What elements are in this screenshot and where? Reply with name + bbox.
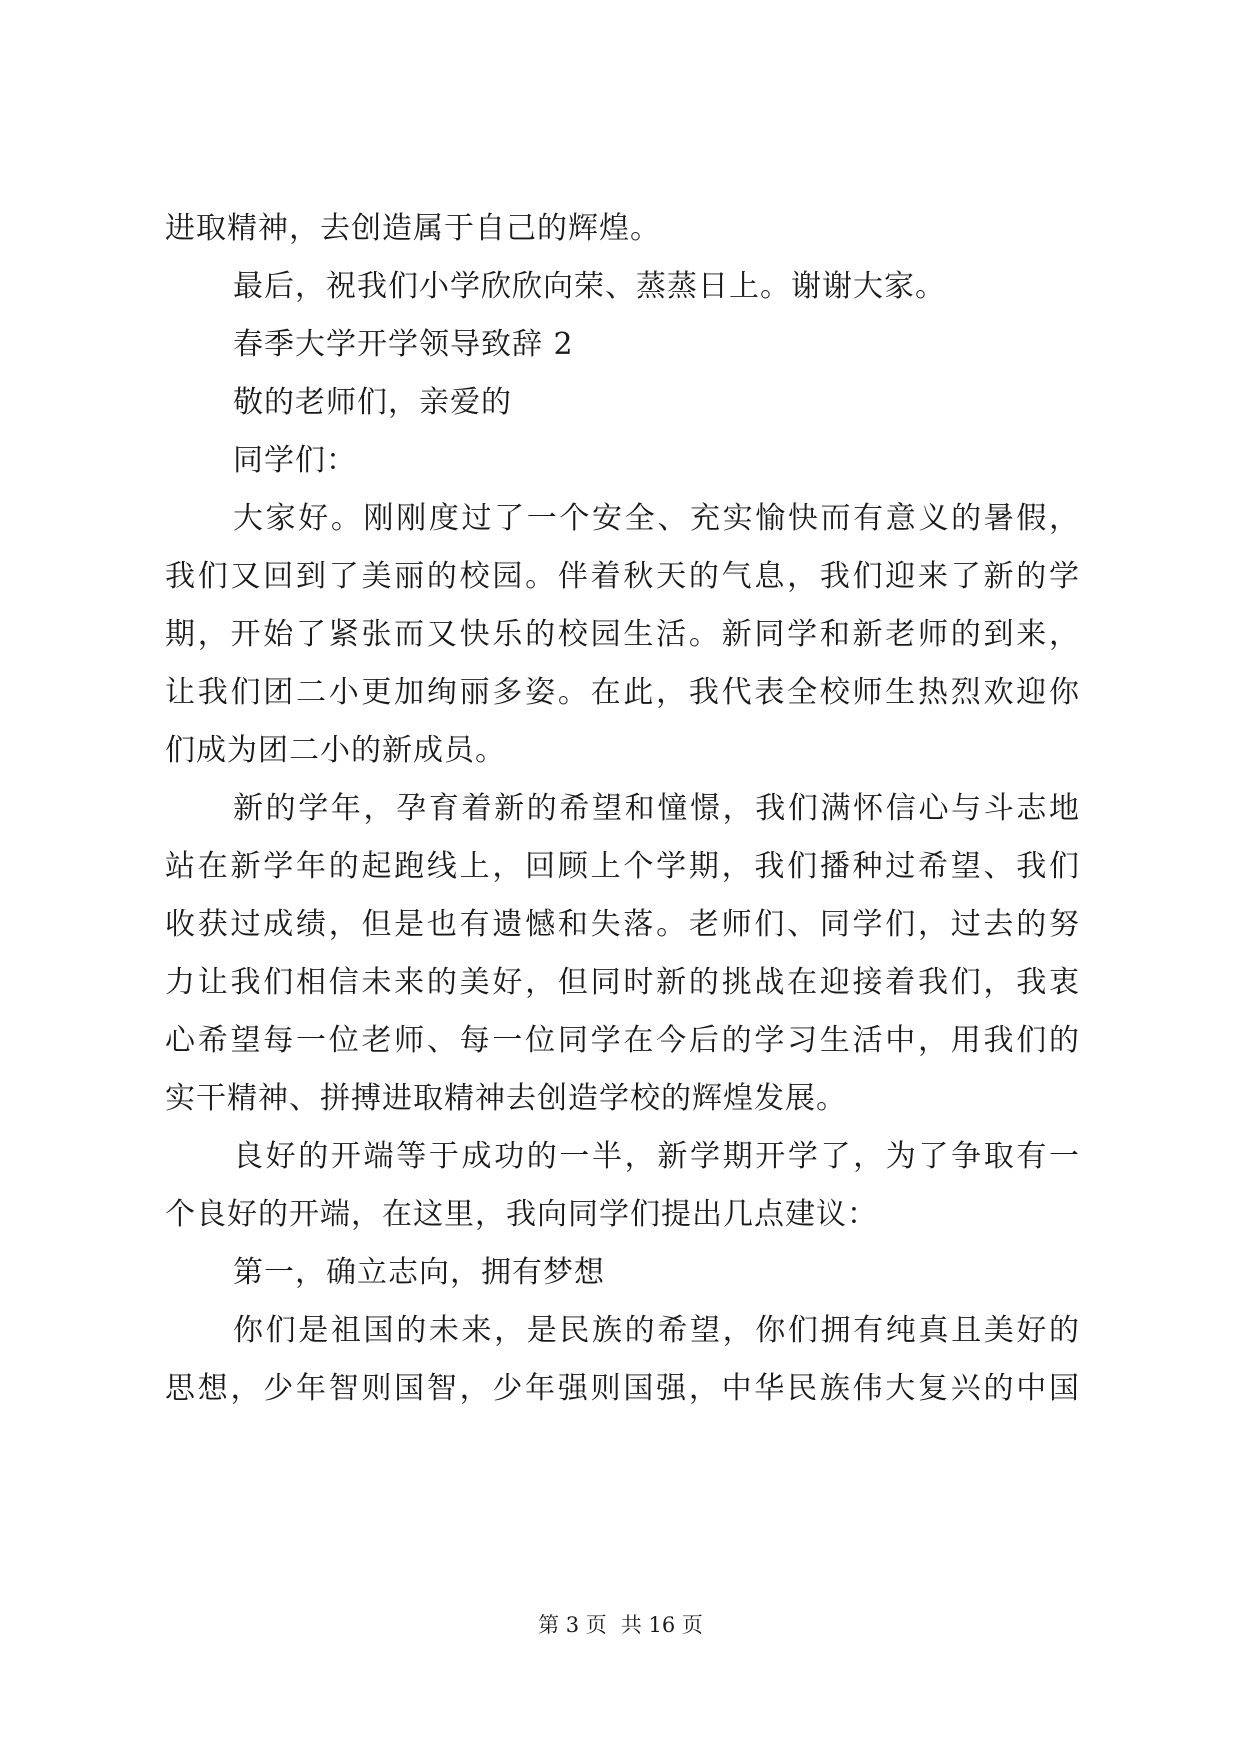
text-line: 实干精神、拼搏进取精神去创造学校的辉煌发展。 (165, 1081, 847, 1116)
text-line: 你们是祖国的未来，是民族的希望，你们拥有纯真且美好的 (233, 1313, 1080, 1348)
text-line: 期，开始了紧张而又快乐的校园生活。新同学和新老师的到来， (165, 617, 1080, 652)
text-line: 站在新学年的起跑线上，回顾上个学期，我们播种过希望、我们 (165, 849, 1080, 884)
text-line: 力让我们相信未来的美好，但同时新的挑战在迎接着我们，我衷 (165, 965, 1080, 1000)
document-body (165, 200, 1080, 1418)
text-line: 第一，确立志向，拥有梦想 (233, 1255, 605, 1290)
text-line: 最后，祝我们小学欣欣向荣、蒸蒸日上。谢谢大家。 (233, 269, 946, 304)
text-line: 们成为团二小的新成员。 (165, 733, 506, 768)
page-footer (0, 1610, 1241, 1640)
text-line: 新的学年，孕育着新的希望和憧憬，我们满怀信心与斗志地 (233, 791, 1080, 826)
text-line: 个良好的开端，在这里，我向同学们提出几点建议： (165, 1197, 878, 1232)
page-total: 共 16 页 (620, 1613, 703, 1637)
text-line: 我们又回到了美丽的校园。伴着秋天的气息，我们迎来了新的学 (165, 559, 1080, 594)
page-number: 第 3 页 (538, 1613, 607, 1637)
text-line: 同学们： (233, 443, 357, 478)
text-line: 良好的开端等于成功的一半，新学期开学了，为了争取有一 (233, 1139, 1080, 1174)
text-line: 思想，少年智则国智，少年强则国强，中华民族伟大复兴的中国 (165, 1371, 1080, 1406)
text-line: 心希望每一位老师、每一位同学在今后的学习生活中，用我们的 (165, 1023, 1080, 1058)
section-heading: 春季大学开学领导致辞 2 (233, 327, 574, 362)
text-line: 让我们团二小更加绚丽多姿。在此，我代表全校师生热烈欢迎你 (165, 675, 1080, 710)
text-line: 收获过成绩，但是也有遗憾和失落。老师们、同学们，过去的努 (165, 907, 1080, 942)
text-line: 进取精神，去创造属于自己的辉煌。 (165, 211, 661, 246)
text-line: 大家好。刚刚度过了一个安全、充实愉快而有意义的暑假， (233, 501, 1080, 536)
text-line: 敬的老师们，亲爱的 (233, 385, 512, 420)
